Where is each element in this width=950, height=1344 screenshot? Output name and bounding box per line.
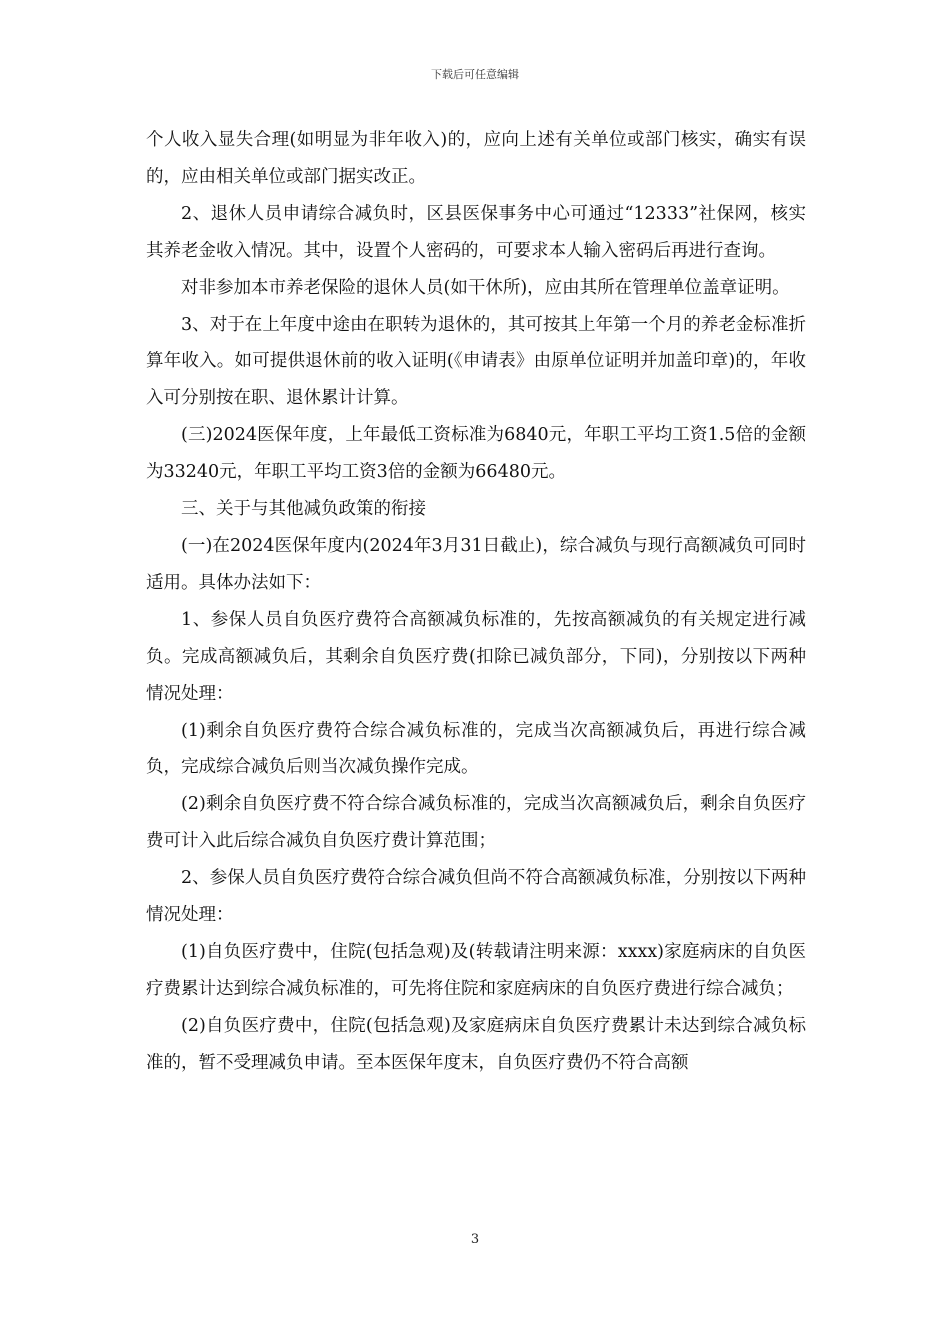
paragraph: 对非参加本市养老保险的退休人员(如干休所)，应由其所在管理单位盖章证明。	[181, 277, 790, 298]
page-header: 下载后可任意编辑	[431, 68, 519, 81]
paragraph: 个人收入显失合理(如明显为非年收入)的，应向上述有关单位或部门核实，确实有误的，应由相关单位或部门据实改正。	[146, 130, 806, 187]
document-body	[146, 122, 806, 1082]
paragraph: (2)自负医疗费中，住院(包括急观)及家庭病床自负医疗费累计未达到综合减负标准的，暂不受理减负申请。至本医保年度末，自负医疗费仍不符合高额	[146, 1015, 806, 1073]
section-heading: 三、关于与其他减负政策的衔接	[181, 499, 426, 520]
paragraph: 2、退休人员申请综合减负时，区县医保事务中心可通过“12333”社保网，核实其养老金收入情况。其中，设置个人密码的，可要求本人输入密码后再进行查询。	[146, 203, 806, 261]
paragraph: (1)自负医疗费中，住院(包括急观)及(转载请注明来源：xxxx)家庭病床的自负医疗费累计达到综合减负标准的，可先将住院和家庭病床的自负医疗费进行综合减负；	[146, 941, 806, 999]
paragraph: 3、对于在上年度中途由在职转为退休的，其可按其上年第一个月的养老金标准折算年收入。如可提供退休前的收入证明(《申请表》由原单位证明并加盖印章)的，年收入可分别按在职、退休累计计算。	[146, 314, 806, 409]
paragraph: (1)剩余自负医疗费符合综合减负标准的，完成当次高额减负后，再进行综合减负，完成综合减负后则当次减负操作完成。	[146, 720, 806, 778]
paragraph: 1、参保人员自负医疗费符合高额减负标准的，先按高额减负的有关规定进行减负。完成高额减负后，其剩余自负医疗费(扣除已减负部分，下同)，分别按以下两种情况处理：	[146, 609, 806, 704]
paragraph: (一)在2024医保年度内(2024年3月31日截止)，综合减负与现行高额减负可同时适用。具体办法如下：	[146, 535, 806, 593]
paragraph: (2)剩余自负医疗费不符合综合减负标准的，完成当次高额减负后，剩余自负医疗费可计入此后综合减负自负医疗费计算范围；	[146, 794, 806, 852]
paragraph: (三)2024医保年度，上年最低工资标准为6840元，年职工平均工资1.5倍的金额为33240元，年职工平均工资3倍的金额为66480元。	[146, 425, 806, 483]
paragraph: 2、参保人员自负医疗费符合综合减负但尚不符合高额减负标准，分别按以下两种情况处理：	[146, 868, 806, 926]
page-number: 3	[470, 1232, 480, 1247]
